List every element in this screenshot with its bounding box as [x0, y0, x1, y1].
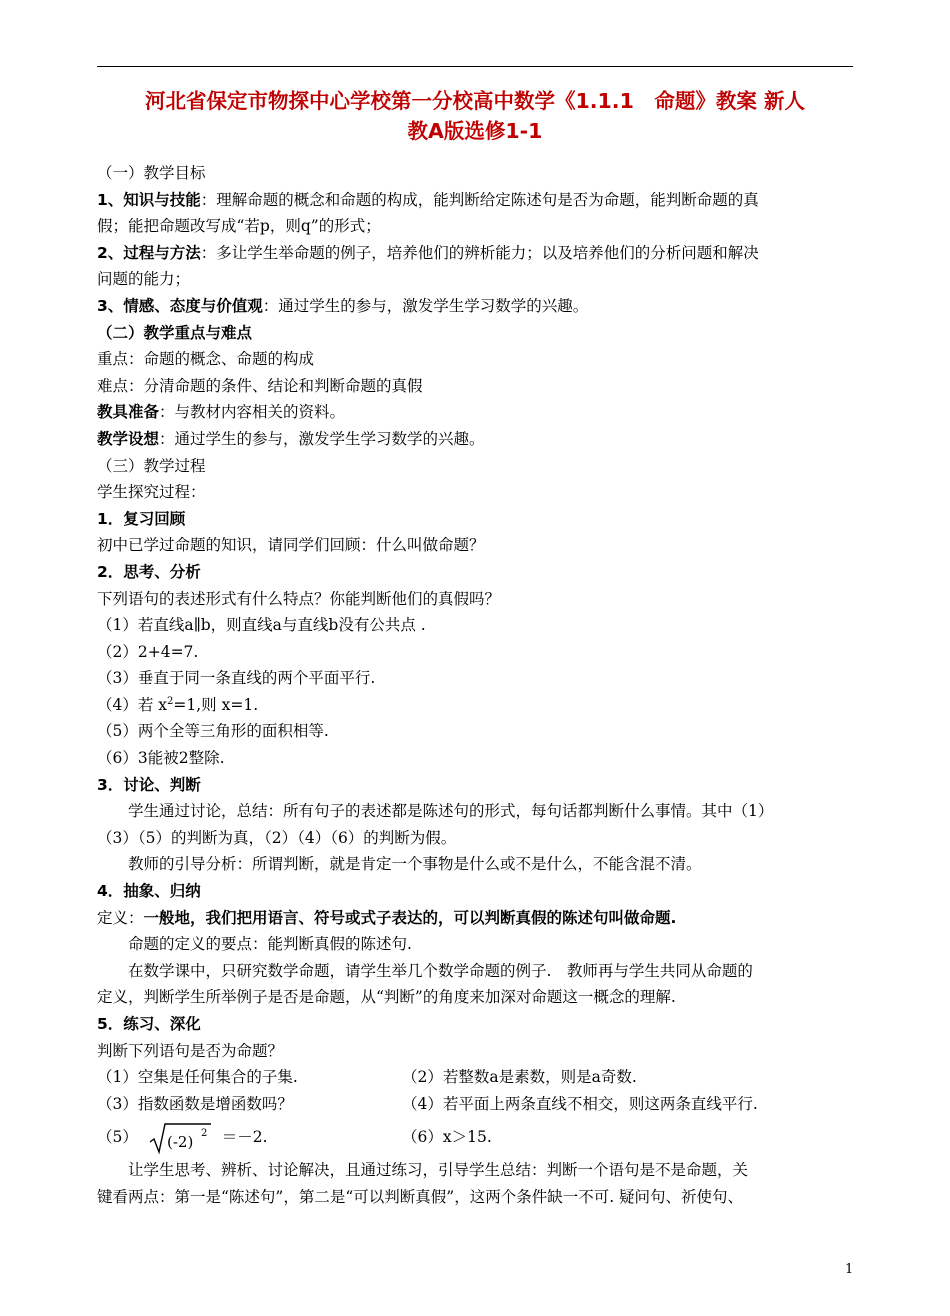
process-heading: （三）教学过程	[97, 456, 206, 475]
document-body	[97, 160, 857, 1211]
list-item: （2）2+4=7.	[97, 642, 199, 661]
objective-3-text: ：通过学生的参与，激发学生学习数学的兴趣。	[262, 296, 589, 315]
section-4-heading: 4．抽象、归纳	[97, 882, 201, 901]
title-line-1: 河北省保定市物探中心学校第一分校高中数学《1.1.1 命题》教案 新人	[144, 89, 805, 113]
section-2-heading: 2．思考、分析	[97, 562, 201, 581]
process-intro: 学生探究过程：	[97, 483, 206, 502]
list-item: （1）空集是任何集合的子集.	[97, 1068, 298, 1087]
list-item: （2）若整数a是素数，则是a奇数.	[402, 1068, 637, 1087]
document-title	[97, 86, 853, 146]
radicand-exponent: 2	[200, 1128, 208, 1140]
tools-label: 教具准备	[97, 403, 160, 422]
radicand: (-2)	[166, 1133, 194, 1152]
item-4-post: =1,则 x=1.	[173, 695, 259, 714]
section-3-text-a: 学生通过讨论，总结：所有句子的表述都是陈述句的形式，每句话都判断什么事情。其中（1）	[128, 802, 774, 821]
objective-3-label: 3、情感、态度与价值观	[97, 296, 263, 315]
definition-point: 命题的定义的要点：能判断真假的陈述句.	[128, 935, 412, 954]
design-label: 教学设想	[97, 429, 160, 448]
title-line-2: 教A版选修1-1	[407, 119, 543, 143]
objectives-heading: （一）教学目标	[97, 164, 206, 182]
section-4-text-a: 在数学课中，只研究数学命题，请学生举几个数学命题的例子. 教师再与学生共同从命题的	[128, 961, 753, 980]
list-item: （5）两个全等三角形的面积相等.	[97, 722, 329, 741]
summary-text-b: 键看两点：第一是“陈述句”，第二是“可以判断真假”，这两个条件缺一不可. 疑问句、祈使句、	[97, 1187, 744, 1206]
section-2-text: 下列语句的表述形式有什么特点？你能判断他们的真假吗？	[97, 589, 501, 608]
definition-text: 一般地，我们把用语言、符号或式子表达的，可以判断真假的陈述句叫做命题.	[143, 908, 677, 927]
section-4-text-b: 定义，判断学生所举例子是否是命题，从“判断”的角度来加深对命题这一概念的理解.	[97, 988, 676, 1007]
page-number: 1	[845, 1262, 854, 1277]
header-rule	[97, 66, 853, 67]
objective-1-cont: 假；能把命题改写成“若p，则q”的形式；	[97, 217, 381, 236]
section-5-heading: 5．练习、深化	[97, 1015, 201, 1033]
keypoint-focus: 重点：命题的概念、命题的构成	[97, 350, 315, 369]
exercise-row	[97, 1117, 857, 1157]
section-5-text: 判断下列语句是否为命题？	[97, 1041, 284, 1060]
exercise-row	[97, 1091, 857, 1118]
list-item: （1）若直线a∥b，则直线a与直线b没有公共点 .	[97, 616, 426, 635]
exercise-row	[97, 1064, 857, 1091]
objective-2-label: 2、过程与方法	[97, 243, 201, 262]
tools-line	[97, 399, 857, 426]
design-text: ：通过学生的参与，激发学生学习数学的兴趣。	[159, 429, 485, 448]
section-1-heading: 1．复习回顾	[97, 509, 186, 528]
list-item: （6）x＞15.	[402, 1128, 492, 1147]
section-3-text-c: 教师的引导分析：所谓判断，就是肯定一个事物是什么或不是什么，不能含混不清。	[128, 855, 702, 874]
section-3-text-b: （3）（5）的判断为真，（2）（4）（6）的判断为假。	[97, 828, 457, 847]
keypoint-difficulty: 难点：分清命题的条件、结论和判断命题的真假	[97, 376, 423, 395]
keypoints-heading: （二）教学重点与难点	[97, 323, 253, 342]
objective-2-text: ：多让学生举命题的例子，培养他们的辨析能力；以及培养他们的分析问题和解决	[200, 243, 759, 262]
square-root-expression	[149, 1121, 213, 1155]
objective-1-label: 1、知识与技能	[97, 190, 201, 209]
objective-3	[97, 293, 857, 320]
summary-text-a: 让学生思考、辨析、讨论解决，且通过练习，引导学生总结：判断一个语句是不是命题，关	[128, 1161, 749, 1180]
tools-text: ：与教材内容相关的资料。	[159, 403, 346, 422]
objective-2	[97, 240, 857, 267]
list-item	[97, 692, 857, 719]
objective-1	[97, 187, 857, 214]
item-4-pre: （4）若 x	[97, 695, 168, 714]
list-item: （3）指数函数是增函数吗？	[97, 1094, 293, 1113]
definition-label: 定义：	[97, 908, 144, 927]
item-5-post: ＝－2.	[221, 1128, 268, 1147]
list-item: （3）垂直于同一条直线的两个平面平行.	[97, 669, 376, 688]
definition-line	[97, 905, 857, 932]
list-item: （4）若平面上两条直线不相交，则这两条直线平行.	[402, 1094, 758, 1113]
objective-2-cont: 问题的能力；	[97, 270, 191, 289]
section-1-text: 初中已学过命题的知识，请同学们回顾：什么叫做命题？	[97, 536, 485, 555]
list-item: （6）3能被2整除.	[97, 749, 225, 768]
design-line	[97, 426, 857, 453]
item-5-pre: （5）	[97, 1128, 138, 1147]
item-4-sup: 2	[167, 695, 174, 707]
objective-1-text: ：理解命题的概念和命题的构成，能判断给定陈述句是否为命题，能判断命题的真	[200, 190, 759, 209]
section-3-heading: 3．讨论、判断	[97, 775, 201, 794]
